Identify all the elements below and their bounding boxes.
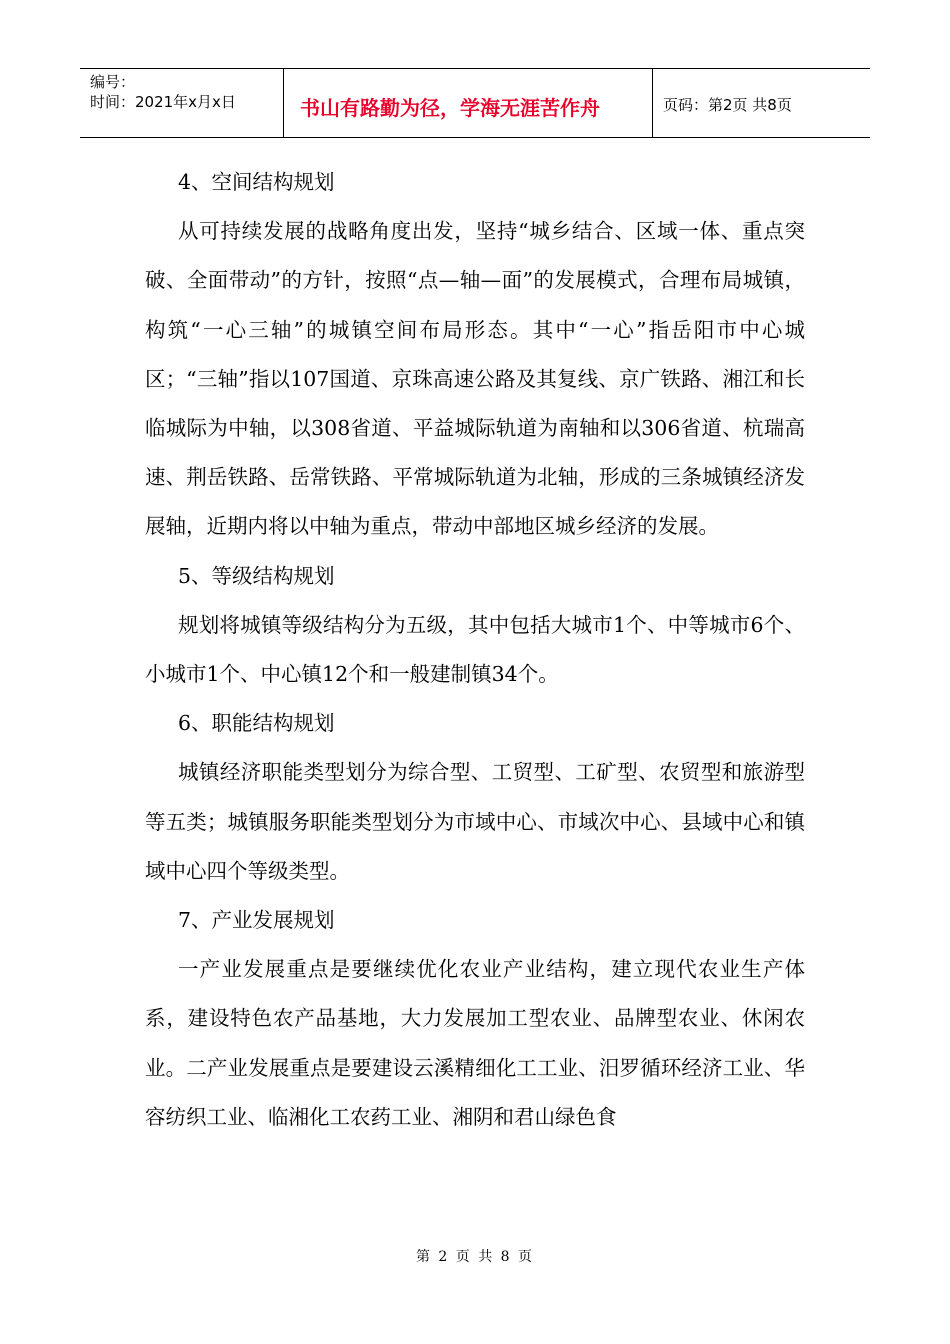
header-page-cell [653, 69, 870, 137]
document-time-label: 时间：2021年x月x日 [90, 93, 236, 111]
header-motto: 书山有路勤为径，学海无涯苦作舟 [300, 96, 600, 120]
paragraph-spatial: 从可持续发展的战略角度出发，坚持“城乡结合、区域一体、重点突破、全面带动”的方针，按照“点—轴—面”的发展模式，合理布局城镇，构筑“一心三轴”的城镇空间布局形态。其中“一心”指岳阳市中心城区；“三轴”指以107国道、京珠高速公路及其复线、京广铁路、湘江和长临城际为中轴，以308省道、平益城际轨道为南轴和以306省道、杭瑞高速、荆岳铁路、岳常铁路、平常城际轨道为北轴，形成的三条城镇经济发展轴，近期内将以中轴为重点，带动中部地区城乡经济的发展。 [145, 219, 805, 539]
page-header [80, 68, 870, 138]
document-body [145, 158, 805, 1142]
header-motto-cell [284, 69, 653, 137]
header-meta-cell [80, 69, 284, 137]
paragraph-hierarchy: 规划将城镇等级结构分为五级，其中包括大城市1个、中等城市6个、小城市1个、中心镇12个和一般建制镇34个。 [145, 612, 805, 687]
header-page-info: 页码：第2页 共8页 [663, 96, 792, 114]
section-heading-spatial: 4、空间结构规划 [178, 170, 335, 194]
section-heading-hierarchy: 5、等级结构规划 [178, 563, 335, 588]
section-heading-function: 6、职能结构规划 [178, 711, 335, 736]
paragraph-industry: 一产业发展重点是要继续优化农业产业结构，建立现代农业生产体系，建设特色农产品基地，大力发展加工型农业、品牌型农业、休闲农业。二产业发展重点是要建设云溪精细化工工业、汨罗循环经济工业、华容纺织工业、临湘化工农药工业、湘阴和君山绿色食 [145, 957, 805, 1129]
paragraph-function: 城镇经济职能类型划分为综合型、工贸型、工矿型、农贸型和旅游型等五类；城镇服务职能类型划分为市域中心、市域次中心、县域中心和镇域中心四个等级类型。 [145, 760, 805, 883]
section-heading-industry: 7、产业发展规划 [178, 908, 335, 933]
page-footer: 第 2 页 共 8 页 [415, 1249, 535, 1265]
document-number-label: 编号： [90, 73, 136, 91]
